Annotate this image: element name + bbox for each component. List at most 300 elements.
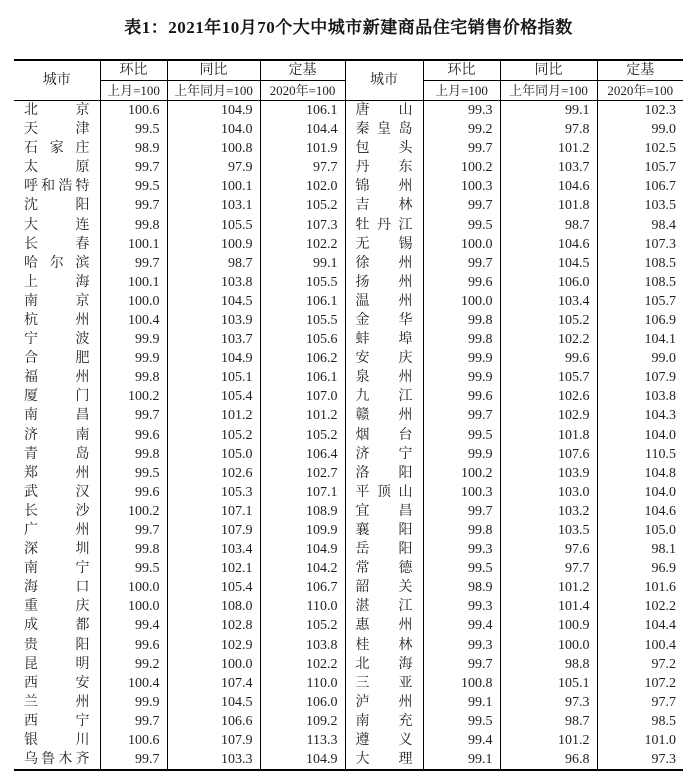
yoy-value-cell: 105.7 [500, 368, 597, 387]
mom-value-cell: 100.1 [100, 235, 167, 254]
mom-value-cell: 99.4 [423, 616, 500, 635]
city-name-cell: 无锡 [345, 235, 423, 254]
yoy-value-cell: 97.8 [500, 120, 597, 139]
base-value-cell: 106.1 [260, 101, 345, 121]
city-name-cell: 三亚 [345, 674, 423, 693]
city-name-cell: 厦门 [14, 387, 100, 406]
yoy-value-cell: 105.4 [167, 387, 260, 406]
yoy-value-cell: 107.6 [500, 445, 597, 464]
mom-value-cell: 99.9 [423, 445, 500, 464]
mom-value-cell: 100.2 [423, 464, 500, 483]
city-name-cell: 北海 [345, 655, 423, 674]
mom-value-cell: 100.8 [423, 674, 500, 693]
report-page [0, 13, 697, 778]
mom-value-cell: 99.5 [100, 120, 167, 139]
yoy-value-cell: 103.7 [167, 330, 260, 349]
base-value-cell: 107.3 [597, 235, 683, 254]
yoy-value-cell: 106.6 [167, 712, 260, 731]
base-value-cell: 101.6 [597, 578, 683, 597]
mom-value-cell: 99.7 [423, 196, 500, 215]
yoy-value-cell: 107.9 [167, 521, 260, 540]
table-row [14, 273, 683, 292]
yoy-value-cell: 100.1 [167, 177, 260, 196]
yoy-value-cell: 103.1 [167, 196, 260, 215]
col-header-yoy-right: 同比 [500, 60, 597, 81]
base-value-cell: 103.5 [597, 196, 683, 215]
yoy-value-cell: 102.9 [167, 636, 260, 655]
base-value-cell: 97.7 [260, 158, 345, 177]
mom-value-cell: 99.7 [100, 196, 167, 215]
col-header-yoy-left: 同比 [167, 60, 260, 81]
mom-value-cell: 100.1 [100, 273, 167, 292]
mom-value-cell: 99.8 [423, 311, 500, 330]
city-name-cell: 泉州 [345, 368, 423, 387]
city-name-cell: 福州 [14, 368, 100, 387]
table-row [14, 215, 683, 234]
city-name-cell: 济南 [14, 426, 100, 445]
base-value-cell: 104.9 [260, 540, 345, 559]
city-name-cell: 扬州 [345, 273, 423, 292]
city-name-cell: 乌鲁木齐 [14, 750, 100, 770]
mom-value-cell: 100.6 [100, 101, 167, 121]
subheader-mom-base-right: 上月=100 [423, 81, 500, 101]
base-value-cell: 106.1 [260, 368, 345, 387]
base-value-cell: 106.2 [260, 349, 345, 368]
yoy-value-cell: 105.4 [167, 578, 260, 597]
table-row [14, 254, 683, 273]
city-name-cell: 南宁 [14, 559, 100, 578]
mom-value-cell: 99.9 [100, 693, 167, 712]
mom-value-cell: 99.7 [100, 254, 167, 273]
city-name-cell: 唐山 [345, 101, 423, 121]
mom-value-cell: 99.3 [423, 101, 500, 121]
mom-value-cell: 98.9 [423, 578, 500, 597]
yoy-value-cell: 100.9 [500, 616, 597, 635]
base-value-cell: 101.2 [260, 406, 345, 425]
mom-value-cell: 99.8 [100, 368, 167, 387]
base-value-cell: 102.2 [260, 235, 345, 254]
price-index-table [14, 59, 683, 771]
mom-value-cell: 99.8 [100, 445, 167, 464]
city-name-cell: 牡丹江 [345, 215, 423, 234]
yoy-value-cell: 101.2 [500, 731, 597, 750]
mom-value-cell: 100.0 [100, 578, 167, 597]
yoy-value-cell: 103.3 [167, 750, 260, 770]
base-value-cell: 98.4 [597, 215, 683, 234]
city-name-cell: 青岛 [14, 445, 100, 464]
mom-value-cell: 99.3 [423, 540, 500, 559]
table-row [14, 292, 683, 311]
yoy-value-cell: 105.1 [500, 674, 597, 693]
base-value-cell: 105.2 [260, 616, 345, 635]
mom-value-cell: 100.2 [423, 158, 500, 177]
city-name-cell: 惠州 [345, 616, 423, 635]
base-value-cell: 100.4 [597, 636, 683, 655]
base-value-cell: 105.5 [260, 311, 345, 330]
col-header-mom-left: 环比 [100, 60, 167, 81]
base-value-cell: 106.7 [597, 177, 683, 196]
base-value-cell: 108.5 [597, 273, 683, 292]
mom-value-cell: 100.4 [100, 674, 167, 693]
yoy-value-cell: 103.9 [167, 311, 260, 330]
base-value-cell: 110.0 [260, 597, 345, 616]
base-value-cell: 104.9 [260, 750, 345, 770]
yoy-value-cell: 108.0 [167, 597, 260, 616]
yoy-value-cell: 100.0 [167, 655, 260, 674]
base-value-cell: 102.7 [260, 464, 345, 483]
yoy-value-cell: 101.4 [500, 597, 597, 616]
yoy-value-cell: 102.6 [500, 387, 597, 406]
mom-value-cell: 100.4 [100, 311, 167, 330]
city-name-cell: 大理 [345, 750, 423, 770]
city-name-cell: 哈尔滨 [14, 254, 100, 273]
col-header-fixedbase-right: 定基 [597, 60, 683, 81]
city-name-cell: 韶关 [345, 578, 423, 597]
city-name-cell: 石家庄 [14, 139, 100, 158]
table-row [14, 521, 683, 540]
city-name-cell: 九江 [345, 387, 423, 406]
mom-value-cell: 99.8 [423, 330, 500, 349]
mom-value-cell: 99.3 [423, 636, 500, 655]
yoy-value-cell: 104.5 [167, 292, 260, 311]
table-row [14, 559, 683, 578]
table-row [14, 101, 683, 121]
base-value-cell: 104.2 [260, 559, 345, 578]
city-name-cell: 银川 [14, 731, 100, 750]
yoy-value-cell: 105.3 [167, 483, 260, 502]
col-header-mom-right: 环比 [423, 60, 500, 81]
yoy-value-cell: 103.4 [500, 292, 597, 311]
city-name-cell: 西宁 [14, 712, 100, 731]
city-name-cell: 昆明 [14, 655, 100, 674]
mom-value-cell: 99.5 [100, 464, 167, 483]
mom-value-cell: 99.9 [100, 330, 167, 349]
base-value-cell: 101.9 [260, 139, 345, 158]
subheader-yoy-base-left: 上年同月=100 [167, 81, 260, 101]
yoy-value-cell: 103.9 [500, 464, 597, 483]
city-name-cell: 宁波 [14, 330, 100, 349]
city-name-cell: 徐州 [345, 254, 423, 273]
yoy-value-cell: 98.7 [167, 254, 260, 273]
yoy-value-cell: 102.2 [500, 330, 597, 349]
base-value-cell: 105.7 [597, 292, 683, 311]
base-value-cell: 103.8 [597, 387, 683, 406]
yoy-value-cell: 103.0 [500, 483, 597, 502]
base-value-cell: 104.3 [597, 406, 683, 425]
base-value-cell: 110.0 [260, 674, 345, 693]
base-value-cell: 105.2 [260, 426, 345, 445]
table-row [14, 445, 683, 464]
table-header [14, 60, 683, 101]
city-name-cell: 襄阳 [345, 521, 423, 540]
yoy-value-cell: 100.0 [500, 636, 597, 655]
city-name-cell: 吉林 [345, 196, 423, 215]
mom-value-cell: 99.5 [423, 712, 500, 731]
mom-value-cell: 99.5 [423, 559, 500, 578]
yoy-value-cell: 103.7 [500, 158, 597, 177]
table-title: 表1：2021年10月70个大中城市新建商品住宅销售价格指数 [124, 18, 573, 37]
yoy-value-cell: 103.5 [500, 521, 597, 540]
yoy-value-cell: 98.8 [500, 655, 597, 674]
col-header-fixedbase-left: 定基 [260, 60, 345, 81]
base-value-cell: 104.4 [597, 616, 683, 635]
mom-value-cell: 99.8 [100, 540, 167, 559]
base-value-cell: 104.0 [597, 483, 683, 502]
table-row [14, 235, 683, 254]
base-value-cell: 99.0 [597, 120, 683, 139]
yoy-value-cell: 105.5 [167, 215, 260, 234]
yoy-value-cell: 105.1 [167, 368, 260, 387]
city-name-cell: 上海 [14, 273, 100, 292]
yoy-value-cell: 97.7 [500, 559, 597, 578]
city-name-cell: 重庆 [14, 597, 100, 616]
yoy-value-cell: 106.0 [500, 273, 597, 292]
city-name-cell: 长沙 [14, 502, 100, 521]
yoy-value-cell: 103.4 [167, 540, 260, 559]
city-name-cell: 成都 [14, 616, 100, 635]
col-header-city-right: 城市 [345, 60, 423, 101]
base-value-cell: 101.0 [597, 731, 683, 750]
yoy-value-cell: 107.9 [167, 731, 260, 750]
city-name-cell: 南京 [14, 292, 100, 311]
base-value-cell: 106.1 [260, 292, 345, 311]
mom-value-cell: 99.2 [423, 120, 500, 139]
base-value-cell: 103.8 [260, 636, 345, 655]
yoy-value-cell: 107.4 [167, 674, 260, 693]
yoy-value-cell: 102.6 [167, 464, 260, 483]
mom-value-cell: 99.5 [100, 177, 167, 196]
table-row [14, 177, 683, 196]
table-body [14, 101, 683, 771]
base-value-cell: 102.5 [597, 139, 683, 158]
yoy-value-cell: 104.9 [167, 349, 260, 368]
yoy-value-cell: 97.9 [167, 158, 260, 177]
city-name-cell: 沈阳 [14, 196, 100, 215]
city-name-cell: 赣州 [345, 406, 423, 425]
yoy-value-cell: 97.6 [500, 540, 597, 559]
city-name-cell: 桂林 [345, 636, 423, 655]
yoy-value-cell: 104.5 [500, 254, 597, 273]
subheader-mom-base-left: 上月=100 [100, 81, 167, 101]
city-name-cell: 广州 [14, 521, 100, 540]
mom-value-cell: 99.8 [100, 215, 167, 234]
mom-value-cell: 100.6 [100, 731, 167, 750]
mom-value-cell: 99.7 [100, 712, 167, 731]
table-row [14, 406, 683, 425]
mom-value-cell: 99.9 [423, 368, 500, 387]
base-value-cell: 105.2 [260, 196, 345, 215]
city-name-cell: 南昌 [14, 406, 100, 425]
table-row [14, 158, 683, 177]
city-name-cell: 蚌埠 [345, 330, 423, 349]
base-value-cell: 105.7 [597, 158, 683, 177]
city-name-cell: 贵阳 [14, 636, 100, 655]
base-value-cell: 96.9 [597, 559, 683, 578]
base-value-cell: 109.9 [260, 521, 345, 540]
mom-value-cell: 100.0 [100, 597, 167, 616]
mom-value-cell: 99.6 [100, 426, 167, 445]
mom-value-cell: 99.6 [423, 387, 500, 406]
mom-value-cell: 99.5 [423, 215, 500, 234]
city-name-cell: 安庆 [345, 349, 423, 368]
city-name-cell: 包头 [345, 139, 423, 158]
city-name-cell: 深圳 [14, 540, 100, 559]
base-value-cell: 104.0 [597, 426, 683, 445]
table-row [14, 196, 683, 215]
mom-value-cell: 99.7 [423, 502, 500, 521]
yoy-value-cell: 102.8 [167, 616, 260, 635]
city-name-cell: 锦州 [345, 177, 423, 196]
city-name-cell: 杭州 [14, 311, 100, 330]
subheader-fixed-base-left: 2020年=100 [260, 81, 345, 101]
table-row [14, 712, 683, 731]
mom-value-cell: 99.6 [423, 273, 500, 292]
table-row [14, 426, 683, 445]
city-name-cell: 呼和浩特 [14, 177, 100, 196]
city-name-cell: 南充 [345, 712, 423, 731]
yoy-value-cell: 107.1 [167, 502, 260, 521]
city-name-cell: 太原 [14, 158, 100, 177]
mom-value-cell: 99.4 [100, 616, 167, 635]
mom-value-cell: 99.9 [423, 349, 500, 368]
base-value-cell: 104.1 [597, 330, 683, 349]
base-value-cell: 97.2 [597, 655, 683, 674]
mom-value-cell: 99.4 [423, 731, 500, 750]
city-name-cell: 西安 [14, 674, 100, 693]
city-name-cell: 常德 [345, 559, 423, 578]
yoy-value-cell: 101.8 [500, 196, 597, 215]
mom-value-cell: 99.2 [100, 655, 167, 674]
table-row [14, 502, 683, 521]
base-value-cell: 109.2 [260, 712, 345, 731]
yoy-value-cell: 101.2 [500, 139, 597, 158]
table-row [14, 578, 683, 597]
base-value-cell: 104.8 [597, 464, 683, 483]
base-value-cell: 108.5 [597, 254, 683, 273]
mom-value-cell: 99.6 [100, 636, 167, 655]
table-row [14, 674, 683, 693]
table-row [14, 464, 683, 483]
base-value-cell: 102.3 [597, 101, 683, 121]
base-value-cell: 106.7 [260, 578, 345, 597]
base-value-cell: 107.2 [597, 674, 683, 693]
yoy-value-cell: 98.7 [500, 712, 597, 731]
table-row [14, 750, 683, 770]
city-name-cell: 武汉 [14, 483, 100, 502]
yoy-value-cell: 99.6 [500, 349, 597, 368]
yoy-value-cell: 104.5 [167, 693, 260, 712]
city-name-cell: 秦皇岛 [345, 120, 423, 139]
base-value-cell: 98.5 [597, 712, 683, 731]
yoy-value-cell: 103.8 [167, 273, 260, 292]
mom-value-cell: 100.2 [100, 502, 167, 521]
yoy-value-cell: 101.2 [167, 406, 260, 425]
yoy-value-cell: 100.9 [167, 235, 260, 254]
yoy-value-cell: 99.1 [500, 101, 597, 121]
mom-value-cell: 99.6 [100, 483, 167, 502]
city-name-cell: 丹东 [345, 158, 423, 177]
yoy-value-cell: 105.0 [167, 445, 260, 464]
base-value-cell: 107.3 [260, 215, 345, 234]
base-value-cell: 97.3 [597, 750, 683, 770]
mom-value-cell: 99.7 [423, 655, 500, 674]
base-value-cell: 107.0 [260, 387, 345, 406]
table-row [14, 693, 683, 712]
city-name-cell: 金华 [345, 311, 423, 330]
city-name-cell: 烟台 [345, 426, 423, 445]
mom-value-cell: 99.9 [100, 349, 167, 368]
yoy-value-cell: 104.0 [167, 120, 260, 139]
mom-value-cell: 99.7 [423, 406, 500, 425]
table-row [14, 387, 683, 406]
base-value-cell: 107.1 [260, 483, 345, 502]
base-value-cell: 102.0 [260, 177, 345, 196]
base-value-cell: 110.5 [597, 445, 683, 464]
table-row [14, 330, 683, 349]
mom-value-cell: 100.3 [423, 177, 500, 196]
yoy-value-cell: 104.9 [167, 101, 260, 121]
yoy-value-cell: 97.3 [500, 693, 597, 712]
city-name-cell: 天津 [14, 120, 100, 139]
mom-value-cell: 99.1 [423, 750, 500, 770]
mom-value-cell: 99.7 [100, 158, 167, 177]
table-row [14, 139, 683, 158]
table-row [14, 655, 683, 674]
table-row [14, 368, 683, 387]
yoy-value-cell: 104.6 [500, 177, 597, 196]
yoy-value-cell: 102.9 [500, 406, 597, 425]
mom-value-cell: 99.3 [423, 597, 500, 616]
city-name-cell: 兰州 [14, 693, 100, 712]
city-name-cell: 平顶山 [345, 483, 423, 502]
yoy-value-cell: 101.2 [500, 578, 597, 597]
yoy-value-cell: 96.8 [500, 750, 597, 770]
yoy-value-cell: 102.1 [167, 559, 260, 578]
yoy-value-cell: 105.2 [500, 311, 597, 330]
yoy-value-cell: 98.7 [500, 215, 597, 234]
base-value-cell: 106.0 [260, 693, 345, 712]
mom-value-cell: 99.5 [423, 426, 500, 445]
city-name-cell: 合肥 [14, 349, 100, 368]
base-value-cell: 102.2 [597, 597, 683, 616]
mom-value-cell: 100.2 [100, 387, 167, 406]
city-name-cell: 洛阳 [345, 464, 423, 483]
col-header-city-left: 城市 [14, 60, 100, 101]
subheader-fixed-base-right: 2020年=100 [597, 81, 683, 101]
city-name-cell: 遵义 [345, 731, 423, 750]
city-name-cell: 长春 [14, 235, 100, 254]
mom-value-cell: 99.7 [423, 254, 500, 273]
city-name-cell: 大连 [14, 215, 100, 234]
city-name-cell: 海口 [14, 578, 100, 597]
table-row [14, 540, 683, 559]
mom-value-cell: 100.0 [423, 235, 500, 254]
table-row [14, 120, 683, 139]
base-value-cell: 99.0 [597, 349, 683, 368]
base-value-cell: 105.6 [260, 330, 345, 349]
mom-value-cell: 99.7 [100, 406, 167, 425]
city-name-cell: 岳阳 [345, 540, 423, 559]
city-name-cell: 郑州 [14, 464, 100, 483]
mom-value-cell: 99.7 [100, 750, 167, 770]
table-row [14, 731, 683, 750]
base-value-cell: 104.6 [597, 502, 683, 521]
mom-value-cell: 100.0 [100, 292, 167, 311]
base-value-cell: 97.7 [597, 693, 683, 712]
city-name-cell: 湛江 [345, 597, 423, 616]
base-value-cell: 105.0 [597, 521, 683, 540]
table-row [14, 311, 683, 330]
